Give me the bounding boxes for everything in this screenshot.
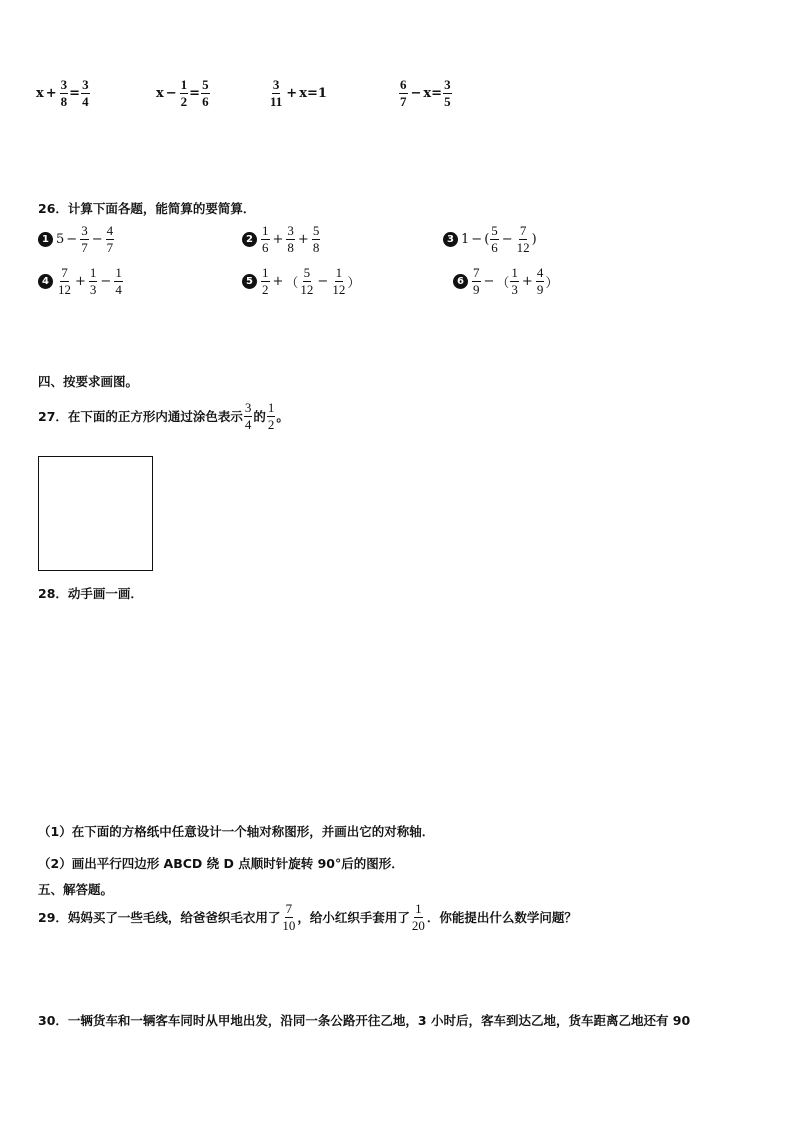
- fraction: $\frac{1}{3}$: [511, 265, 518, 297]
- fraction: $\frac{1}{2}$: [180, 77, 188, 109]
- question-27: 27．在下面的正方形内通过涂色表示 $\frac{3}{4}$ 的 $\frac{1}{2}$ 。: [38, 400, 289, 432]
- question-29: 29．妈妈买了一些毛线，给爸爸织毛衣用了 $\frac{7}{10}$ ，给小红织手套用了 $\frac{1}{20}$ ．你能提出什么数学问题？: [38, 901, 577, 933]
- fraction: $\frac{3}{4}$: [244, 400, 252, 432]
- calc-item-4: 4 $\frac{7}{12}$ + $\frac{1}{3}$ − $\frac{1}{4}$: [38, 266, 124, 296]
- question-26-title: 26．计算下面各题，能简算的要简算．: [38, 201, 256, 216]
- fraction: $\frac{7}{12}$: [516, 223, 530, 255]
- fraction: $\frac{5}{6}$: [202, 77, 209, 109]
- fraction: $\frac{1}{2}$: [267, 400, 275, 432]
- fraction: $\frac{3}{7}$: [81, 223, 88, 255]
- equation-3: [268, 78, 327, 108]
- equation-1: [36, 78, 91, 108]
- item-number-badge: 2: [242, 232, 257, 247]
- equation-4: [398, 78, 453, 108]
- variable: x: [36, 85, 44, 101]
- variable: x: [299, 85, 307, 101]
- fraction: $\frac{3}{8}$: [287, 223, 294, 255]
- fraction: $\frac{4}{7}$: [106, 223, 114, 255]
- fraction: $\frac{7}{10}$: [282, 901, 296, 933]
- equals-sign: =: [431, 85, 443, 101]
- item-number-badge: 6: [453, 274, 468, 289]
- calc-item-1: 1 5 − $\frac{3}{7}$ − $\frac{4}{7}$: [38, 224, 115, 254]
- equals-sign: =: [189, 85, 201, 101]
- variable: x: [423, 85, 432, 101]
- equals-sign: =: [306, 85, 318, 101]
- calc-item-3: 3 1 − ( $\frac{5}{6}$ − $\frac{7}{12}$ ): [443, 224, 537, 254]
- result-value: 1: [317, 85, 327, 101]
- fraction: $\frac{3}{8}$: [60, 77, 68, 109]
- section-5-heading: 五、解答题。: [38, 882, 114, 897]
- fraction: $\frac{4}{9}$: [536, 265, 544, 297]
- operator: +: [286, 85, 298, 101]
- variable: x: [156, 85, 164, 101]
- fraction: $\frac{3}{11}$: [270, 77, 283, 109]
- drawing-square[interactable]: [38, 456, 153, 571]
- item-number-badge: 3: [443, 232, 458, 247]
- equals-sign: =: [69, 85, 81, 101]
- question-30: 30．一辆货车和一辆客车同时从甲地出发，沿同一条公路开往乙地，3 小时后，客车到达乙地，货车距离乙地还有 90: [38, 1013, 691, 1028]
- fraction: $\frac{7}{12}$: [58, 265, 71, 297]
- question-28-part-2: （2）画出平行四边形 ABCD 绕 D 点顺时针旋转 90°后的图形．: [38, 856, 404, 871]
- item-number-badge: 1: [38, 232, 53, 247]
- operator: −: [410, 85, 422, 101]
- equation-2: [156, 78, 211, 108]
- fraction: $\frac{1}{6}$: [262, 223, 269, 255]
- operator: −: [165, 85, 177, 101]
- question-28-title: 28．动手画一画．: [38, 586, 143, 601]
- fraction: $\frac{1}{3}$: [89, 265, 97, 297]
- operator: +: [45, 85, 57, 101]
- fraction: $\frac{5}{6}$: [491, 223, 498, 255]
- calc-item-5: 5 $\frac{1}{2}$ + （ $\frac{5}{12}$ − $\frac{1}{12}$ ）: [242, 266, 360, 296]
- fraction: $\frac{5}{12}$: [300, 265, 314, 297]
- item-number-badge: 4: [38, 274, 53, 289]
- fraction: $\frac{1}{4}$: [115, 265, 122, 297]
- question-28-part-1: （1）在下面的方格纸中任意设计一个轴对称图形，并画出它的对称轴．: [38, 824, 435, 839]
- fraction: $\frac{3}{5}$: [444, 77, 451, 109]
- section-4-heading: 四、按要求画图。: [38, 374, 139, 389]
- fraction: $\frac{1}{20}$: [411, 901, 425, 933]
- calc-item-2: 2 $\frac{1}{6}$ + $\frac{3}{8}$ + $\frac{5}{8}$: [242, 224, 321, 254]
- item-number-badge: 5: [242, 274, 257, 289]
- fraction: $\frac{7}{9}$: [473, 265, 480, 297]
- fraction: $\frac{1}{12}$: [332, 265, 346, 297]
- fraction: $\frac{6}{7}$: [400, 77, 407, 109]
- fraction: $\frac{5}{8}$: [312, 223, 320, 255]
- fraction: $\frac{1}{2}$: [262, 265, 269, 297]
- calc-item-6: 6 $\frac{7}{9}$ − （ $\frac{1}{3}$ + $\frac{4}{9}$ ）: [453, 266, 558, 296]
- fraction: $\frac{3}{4}$: [82, 77, 89, 109]
